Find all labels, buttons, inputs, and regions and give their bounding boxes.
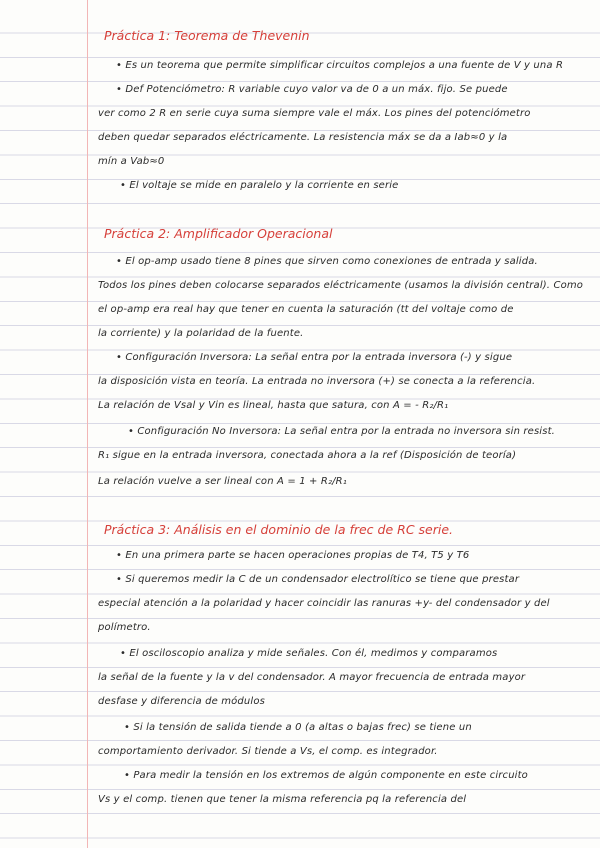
s1-line-5: mín a Vab≈0 bbox=[98, 156, 165, 167]
s2-line-8: • Configuración No Inversora: La señal entra por la entrada no inversora sin resist. bbox=[128, 426, 555, 437]
s3-line-6: la señal de la fuente y la v del condensador. A mayor frecuencia de entrada mayor bbox=[98, 672, 526, 683]
s3-line-2: • Si queremos medir la C de un condensador electrolítico se tiene que prestar bbox=[116, 574, 520, 585]
s2-line-9: R₁ sigue en la entrada inversora, conectada ahora a la ref (Disposición de teoría) bbox=[98, 450, 517, 461]
section-2-title: Práctica 2: Amplificador Operacional bbox=[104, 226, 333, 241]
s1-line-1: • Es un teorema que permite simplificar circuitos complejos a una fuente de V y una R bbox=[116, 60, 564, 71]
s1-line-2 bbox=[0, 78, 600, 102]
s3-line-3: especial atención a la polaridad y hacer coincidir las ranuras +y- del condensador y del bbox=[98, 598, 550, 609]
s2-line-4: la corriente) y la polaridad de la fuente. bbox=[98, 328, 304, 339]
s2-line-6: la disposición vista en teoría. La entrada no inversora (+) se conecta a la referencia. bbox=[98, 376, 536, 387]
s1-line-4: deben quedar separados eléctricamente. La resistencia máx se da a Iab≈0 y la bbox=[98, 132, 508, 143]
s2-line-7: La relación de Vsal y Vin es lineal, hasta que satura, con A = - R₂/R₁ bbox=[98, 400, 449, 411]
s1-line-6: • El voltaje se mide en paralelo y la corriente en serie bbox=[120, 180, 399, 191]
s3-line-11: Vs y el comp. tienen que tener la misma referencia pq la referencia del bbox=[98, 794, 467, 805]
section-3-title: Práctica 3: Análisis en el dominio de la frec de RC serie. bbox=[104, 522, 453, 537]
s3-line-7: desfase y diferencia de módulos bbox=[98, 696, 265, 707]
s2-line-1: • El op-amp usado tiene 8 pines que sirven como conexiones de entrada y salida. bbox=[116, 256, 538, 267]
s1-line-2-text: • Def Potenciómetro: R variable cuyo valor va de 0 a un máx. fijo. Se puede bbox=[116, 84, 508, 95]
s3-line-4: polímetro. bbox=[98, 622, 151, 633]
s2-line-2: Todos los pines deben colocarse separados eléctricamente (usamos la división central). Como bbox=[98, 280, 584, 291]
s3-line-8: • Si la tensión de salida tiende a 0 (a altas o bajas frec) se tiene un bbox=[124, 722, 472, 733]
s2-line-5: • Configuración Inversora: La señal entra por la entrada inversora (-) y sigue bbox=[116, 352, 513, 363]
s3-line-1: • En una primera parte se hacen operaciones propias de T4, T5 y T6 bbox=[116, 550, 470, 561]
s3-line-9: comportamiento derivador. Si tiende a Vs, el comp. es integrador. bbox=[98, 746, 438, 757]
section-1-title: Práctica 1: Teorema de Thevenin bbox=[104, 28, 310, 43]
s3-line-10: • Para medir la tensión en los extremos de algún componente en este circuito bbox=[124, 770, 528, 781]
s3-line-5: • El osciloscopio analiza y mide señales. Con él, medimos y comparamos bbox=[120, 648, 498, 659]
s1-line-3: ver como 2 R en serie cuya suma siempre vale el máx. Los pines del potenciómetro bbox=[98, 108, 531, 119]
s2-line-3: el op-amp era real hay que tener en cuenta la saturación (tt del voltaje como de bbox=[98, 304, 514, 315]
s2-line-10: La relación vuelve a ser lineal con A = 1 + R₂/R₁ bbox=[98, 476, 347, 487]
